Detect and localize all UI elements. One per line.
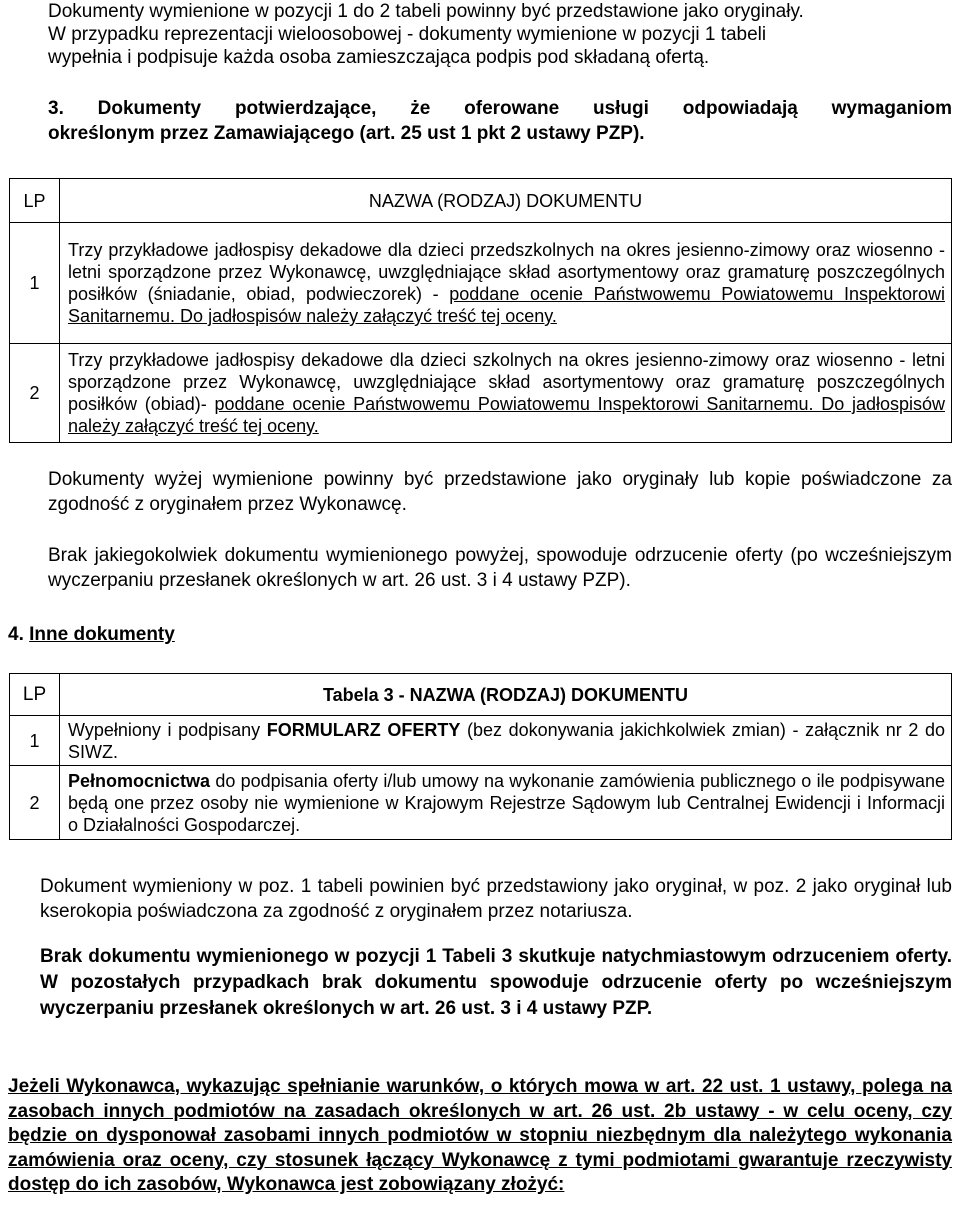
row-description (60, 716, 952, 766)
row-lp: 1 (10, 223, 60, 344)
documents-table-section-3 (9, 178, 952, 443)
row-lp: 1 (10, 716, 60, 766)
row-description (60, 766, 952, 840)
row-description (60, 223, 952, 344)
table-row (10, 344, 952, 443)
row-text: Trzy przykładowe jadłospisy dekadowe dla dzieci przedszkolnych na okres jesienno-zimowy oraz wiosenno - letni sporządzone przez Wykonawcę, uwzględniające skład asortymentowy oraz gramaturę poszczególnych posiłków (śniadanie, obiad, podwieczorek) - (68, 240, 945, 304)
missing-document-warning-paragraph: Brak dokumentu wymienionego w pozycji 1 Tabeli 3 skutkuje natychmiastowym odrzuceniem oferty. W pozostałych przypadkach brak dokumentu spowoduje odrzucenie oferty po wcześniejszym wyczerpaniu przesłanek określonych w art. 26 ust. 3 i 4 ustawy PZP. (40, 946, 952, 1019)
header-lp: LP (10, 674, 60, 716)
section-3-heading (48, 97, 952, 120)
header-document-name: NAZWA (RODZAJ) DOKUMENTU (60, 179, 952, 223)
originals-note-paragraph: Dokumenty wyżej wymienione powinny być przedstawione jako oryginały lub kopie poświadczone za zgodność z oryginałem przez Wykonawcę. (48, 469, 952, 515)
row-text-underlined: poddane ocenie Państwowemu Powiatowemu Inspektorowi Sanitarnemu. Do jadłospisów należy załączyć treść tej oceny. (68, 394, 945, 436)
intro-line-1: Dokumenty wymienione w pozycji 1 do 2 tabeli powinny być przedstawione jako oryginały. (48, 1, 804, 22)
section-4-title: Inne dokumenty (29, 624, 175, 645)
intro-line-3: wypełnia i podpisuje każda osoba zamieszczająca podpis pod składaną ofertą. (48, 47, 710, 68)
documents-table-section-4 (9, 673, 952, 840)
section-4-heading (8, 623, 408, 646)
rejection-note-paragraph: Brak jakiegokolwiek dokumentu wymienionego powyżej, spowoduje odrzucenie oferty (po wcześniejszym wyczerpaniu przesłanek określonych w art. 26 ust. 3 i 4 ustawy PZP). (48, 545, 952, 591)
table-row (10, 716, 952, 766)
section-4-number: 4. (8, 624, 24, 645)
table-row (10, 766, 952, 840)
row-text-post: (bez dokonywania jakichkolwiek zmian) - załącznik nr 2 do SIWZ. (68, 719, 945, 762)
section-3-heading-line-2: określonym przez Zamawiającego (art. 25 ust 1 pkt 2 ustawy PZP). (48, 123, 645, 144)
intro-line-2: W przypadku reprezentacji wieloosobowej - dokumenty wymienione w pozycji 1 tabeli (48, 24, 767, 45)
table-row (10, 223, 952, 344)
row-text-pre: Wypełniony i podpisany (68, 719, 267, 740)
row-lp: 2 (10, 766, 60, 840)
section-3-heading-line-1: 3. Dokumenty potwierdzające, że oferowane usługi odpowiadają wymaganiom (48, 98, 952, 119)
table-header-row (10, 674, 952, 716)
document-form-note-paragraph: Dokument wymieniony w poz. 1 tabeli powinien być przedstawiony jako oryginał, w poz. 2 jako oryginał lub kserokopia poświadczona za zgodność z oryginałem przez notariusza. (40, 876, 952, 922)
row-text-underlined: poddane ocenie Państwowemu Powiatowemu Inspektorowi Sanitarnemu. Do jadłospisów należy załączyć treść tej oceny. (68, 284, 945, 326)
row-text: Trzy przykładowe jadłospisy dekadowe dla dzieci szkolnych na okres jesienno-zimowy oraz wiosenno - letni sporządzone przez Wykonawcę, uwzględniające skład asortymentowy oraz gramaturę poszczególnych posiłków (obiad)- (68, 350, 945, 414)
row-description (60, 344, 952, 443)
table-header-row (10, 179, 952, 223)
header-lp: LP (10, 179, 60, 223)
third-party-resources-paragraph: Jeżeli Wykonawca, wykazując spełnianie warunków, o których mowa w art. 22 ust. 1 ustawy, polega na zasobach innych podmiotów na zasadach określonych w art. 26 ust. 2b ustawy - w celu oceny, czy będzie on dysponował zasobami innych podmiotów w stopniu niezbędnym dla należytego wykonania zamówienia oraz oceny, czy stosunek łączący Wykonawcę z tymi podmiotami gwarantuje rzeczywisty dostęp do ich zasobów, Wykonawca jest zobowiązany złożyć: (8, 1076, 952, 1195)
row-text-bold: FORMULARZ OFERTY (266, 719, 461, 740)
row-text-bold: Pełnomocnictwa (68, 770, 211, 791)
header-document-name: Tabela 3 - NAZWA (RODZAJ) DOKUMENTU (60, 674, 952, 716)
row-text-post: do podpisania oferty i/lub umowy na wykonanie zamówienia publicznego o ile podpisywane będą one przez osoby nie wymienione w Krajowym Rejestrze Sądowym lub Centralnej Ewidencji i Informacji o Działalności Gospodarczej. (68, 770, 945, 835)
row-lp: 2 (10, 344, 60, 443)
